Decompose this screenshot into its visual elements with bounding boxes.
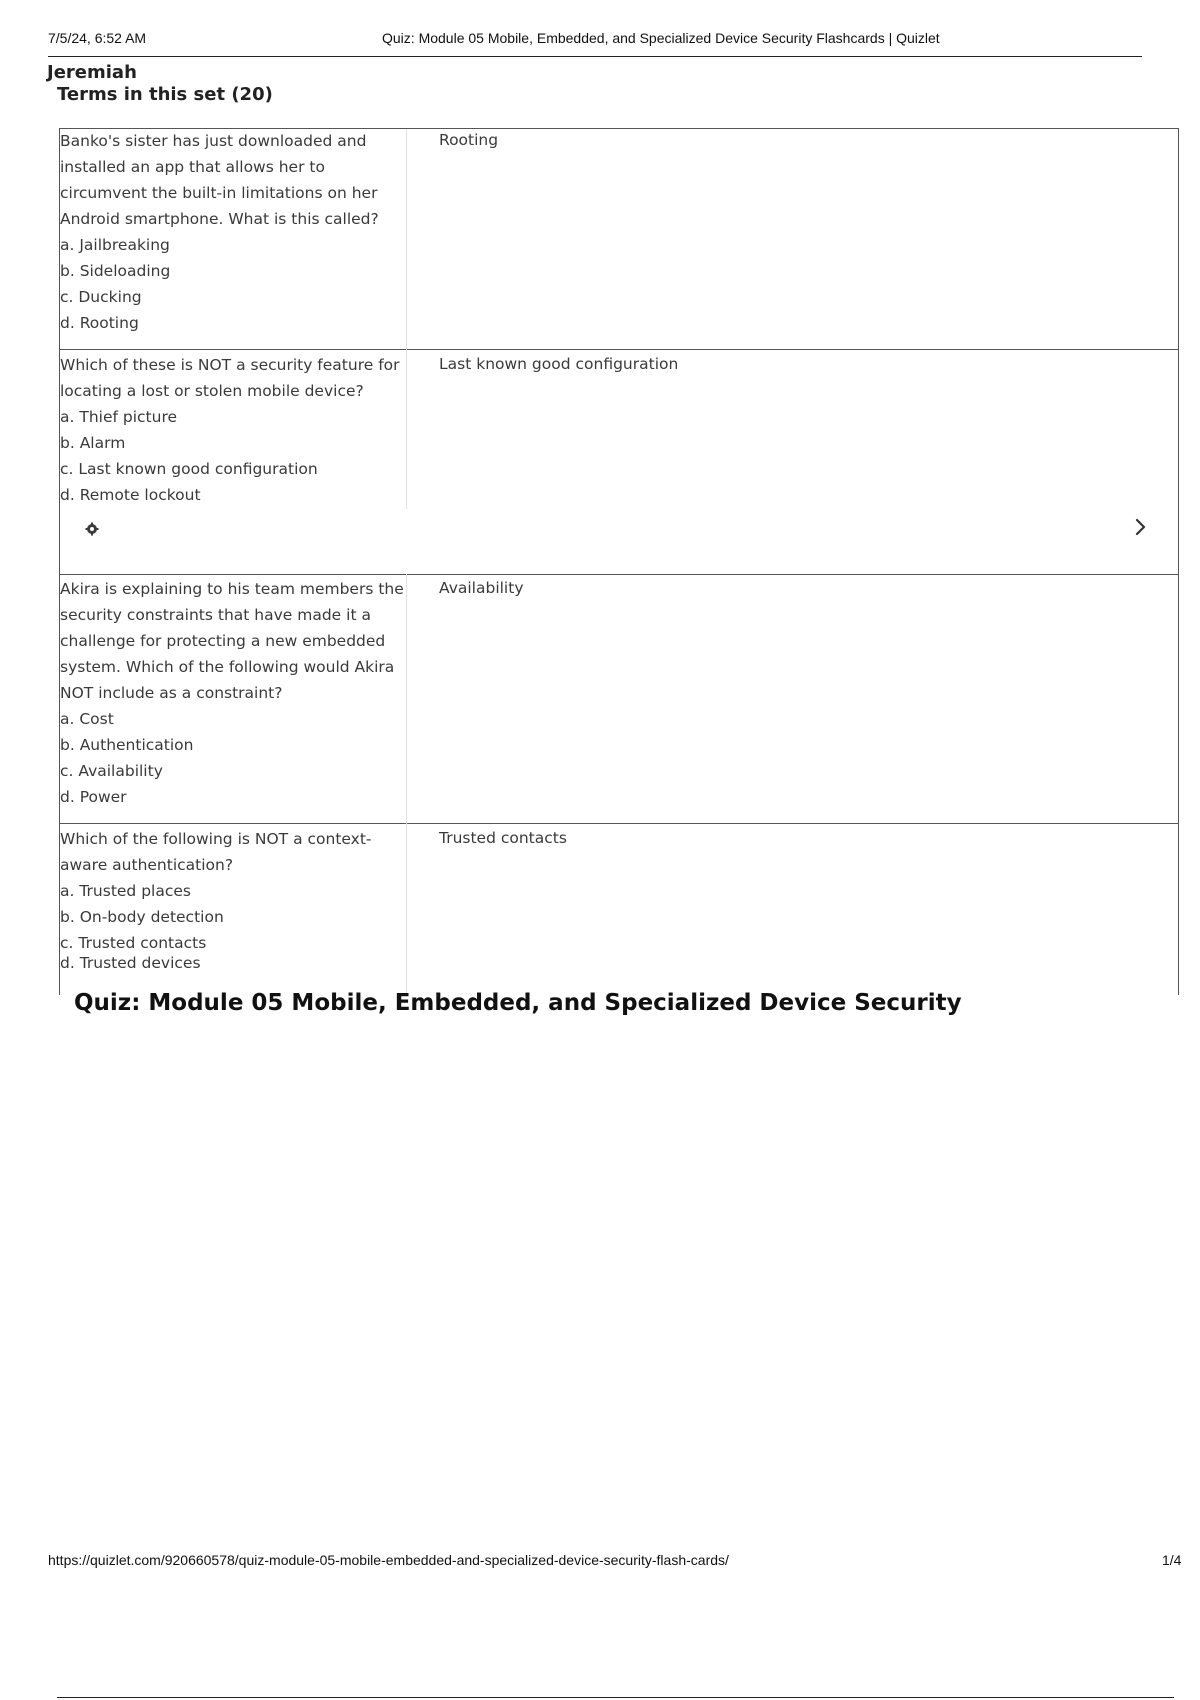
author-name[interactable]: Jeremiah: [47, 62, 137, 83]
term-answer: Last known good configuration: [439, 355, 679, 373]
question-line: Banko's sister has just downloaded and: [60, 132, 367, 150]
term-answer: Availability: [439, 579, 524, 597]
question-line: b. Alarm: [60, 434, 126, 452]
question-line: NOT include as a constraint?: [60, 684, 283, 702]
question-line: security constraints that have made it a: [60, 606, 371, 624]
question-line: a. Jailbreaking: [60, 236, 170, 254]
question-line: b. Sideloading: [60, 262, 171, 280]
print-page-title: Quiz: Module 05 Mobile, Embedded, and Specialized Device Security Flashcards | Quizlet: [382, 30, 940, 46]
term-answer: Rooting: [439, 131, 499, 149]
question-line: Which of the following is NOT a context-: [60, 830, 372, 848]
term-question: [60, 128, 380, 336]
terms-table: [59, 128, 1179, 995]
question-line: c. Availability: [60, 762, 163, 780]
term-question: [60, 826, 380, 976]
column-divider: [406, 574, 407, 823]
question-line: c. Trusted contacts: [60, 934, 207, 952]
question-line: d. Remote lockout: [60, 486, 201, 504]
column-divider: [406, 349, 407, 509]
column-divider: [406, 129, 407, 349]
question-line: Android smartphone. What is this called?: [60, 210, 379, 228]
term-answer: Trusted contacts: [439, 829, 567, 847]
question-line: b. On-body detection: [60, 908, 224, 926]
question-line: d. Trusted devices: [60, 954, 201, 972]
term-row: [60, 823, 1178, 993]
question-line: c. Ducking: [60, 288, 142, 306]
term-row: [60, 129, 1178, 349]
audio-icon[interactable]: [85, 521, 99, 535]
term-row: [60, 349, 1178, 574]
question-line: challenge for protecting a new embedded: [60, 632, 386, 650]
question-line: b. Authentication: [60, 736, 194, 754]
question-line: installed an app that allows her to: [60, 158, 325, 176]
question-line: Akira is explaining to his team members the: [60, 580, 404, 598]
print-datetime: 7/5/24, 6:52 AM: [48, 30, 147, 46]
question-line: Which of these is NOT a security feature for: [60, 356, 400, 374]
question-line: d. Power: [60, 788, 127, 806]
chevron-right-icon[interactable]: [1131, 516, 1149, 538]
column-divider: [406, 823, 407, 993]
question-line: a. Thief picture: [60, 408, 178, 426]
page-url: https://quizlet.com/920660578/quiz-module-05-mobile-embedded-and-specialized-device-security-flash-cards/: [48, 1552, 729, 1568]
term-question: [60, 576, 404, 810]
question-line: a. Cost: [60, 710, 114, 728]
question-line: c. Last known good configuration: [60, 460, 318, 478]
question-line: a. Trusted places: [60, 882, 191, 900]
footer-divider: [57, 1697, 1174, 1698]
term-row: [60, 574, 1178, 823]
page-number: 1/4: [1162, 1552, 1182, 1568]
question-line: locating a lost or stolen mobile device?: [60, 382, 364, 400]
question-line: d. Rooting: [60, 314, 139, 332]
terms-heading: Terms in this set (20): [57, 84, 273, 105]
term-question: [60, 352, 400, 508]
question-line: system. Which of the following would Akira: [60, 658, 395, 676]
set-title: Quiz: Module 05 Mobile, Embedded, and Specialized Device Security: [74, 990, 962, 1016]
header-divider: [48, 56, 1142, 57]
question-line: circumvent the built-in limitations on her: [60, 184, 378, 202]
question-line: aware authentication?: [60, 856, 234, 874]
